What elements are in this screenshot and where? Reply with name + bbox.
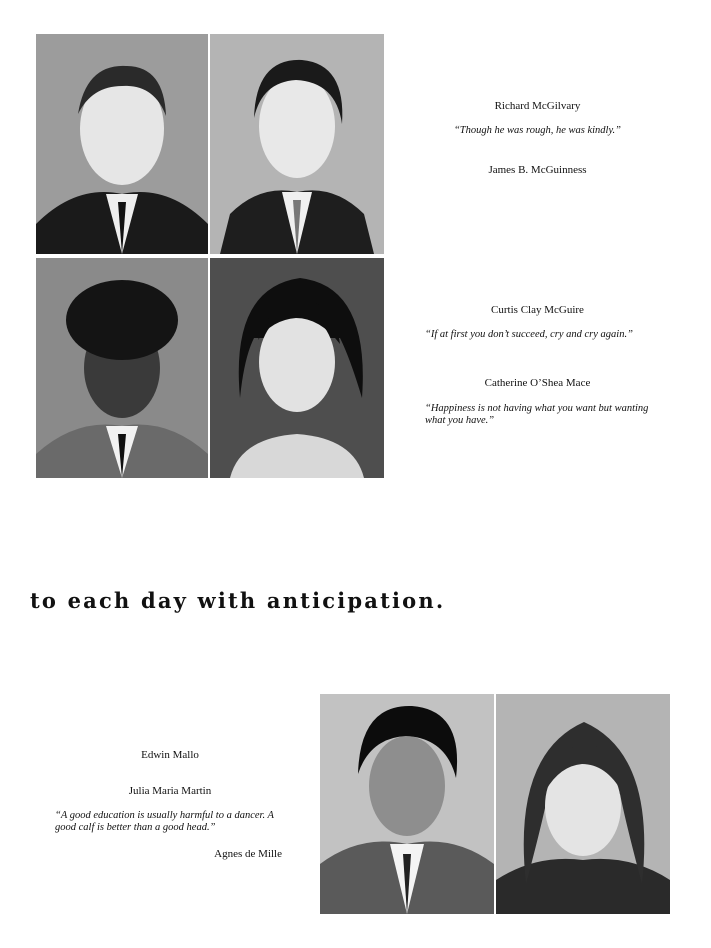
portrait-julia-martin [496, 694, 670, 914]
entry-quote: “A good education is usually harmful to a dancer. A good calf is better than a good head.” [55, 810, 274, 833]
portrait-catherine-mace [210, 258, 384, 478]
entry-quote: “Though he was rough, he was kindly.” [453, 125, 622, 136]
portrait-female-icon [210, 258, 384, 478]
portrait-curtis-mcguire [36, 258, 208, 478]
entry-quote: “Happiness is not having what you want but wanting what you have.” [425, 403, 649, 426]
entry-name: Richard McGilvary [494, 100, 581, 112]
portrait-james-mcguinness [210, 34, 384, 254]
entry-name: James B. McGuinness [488, 164, 587, 176]
page-caption: to each day with anticipation. [30, 588, 446, 613]
entry-quote: “If at first you don’t succeed, cry and cry again.” [425, 329, 633, 340]
portrait-male-icon [320, 694, 494, 914]
portrait-male-icon [36, 258, 208, 478]
entry-name: Catherine O’Shea Mace [484, 377, 591, 389]
portrait-edwin-mallo [320, 694, 494, 914]
portrait-male-icon [36, 34, 208, 254]
entry-name: Julia Maria Martin [128, 785, 212, 797]
entry-name: Edwin Mallo [141, 749, 199, 761]
portrait-richard-mcgilvary [36, 34, 208, 254]
entry-attribution: Agnes de Mille [214, 848, 282, 860]
portrait-male-icon [210, 34, 384, 254]
portrait-female-icon [496, 694, 670, 914]
entry-name: Curtis Clay McGuire [491, 304, 584, 316]
